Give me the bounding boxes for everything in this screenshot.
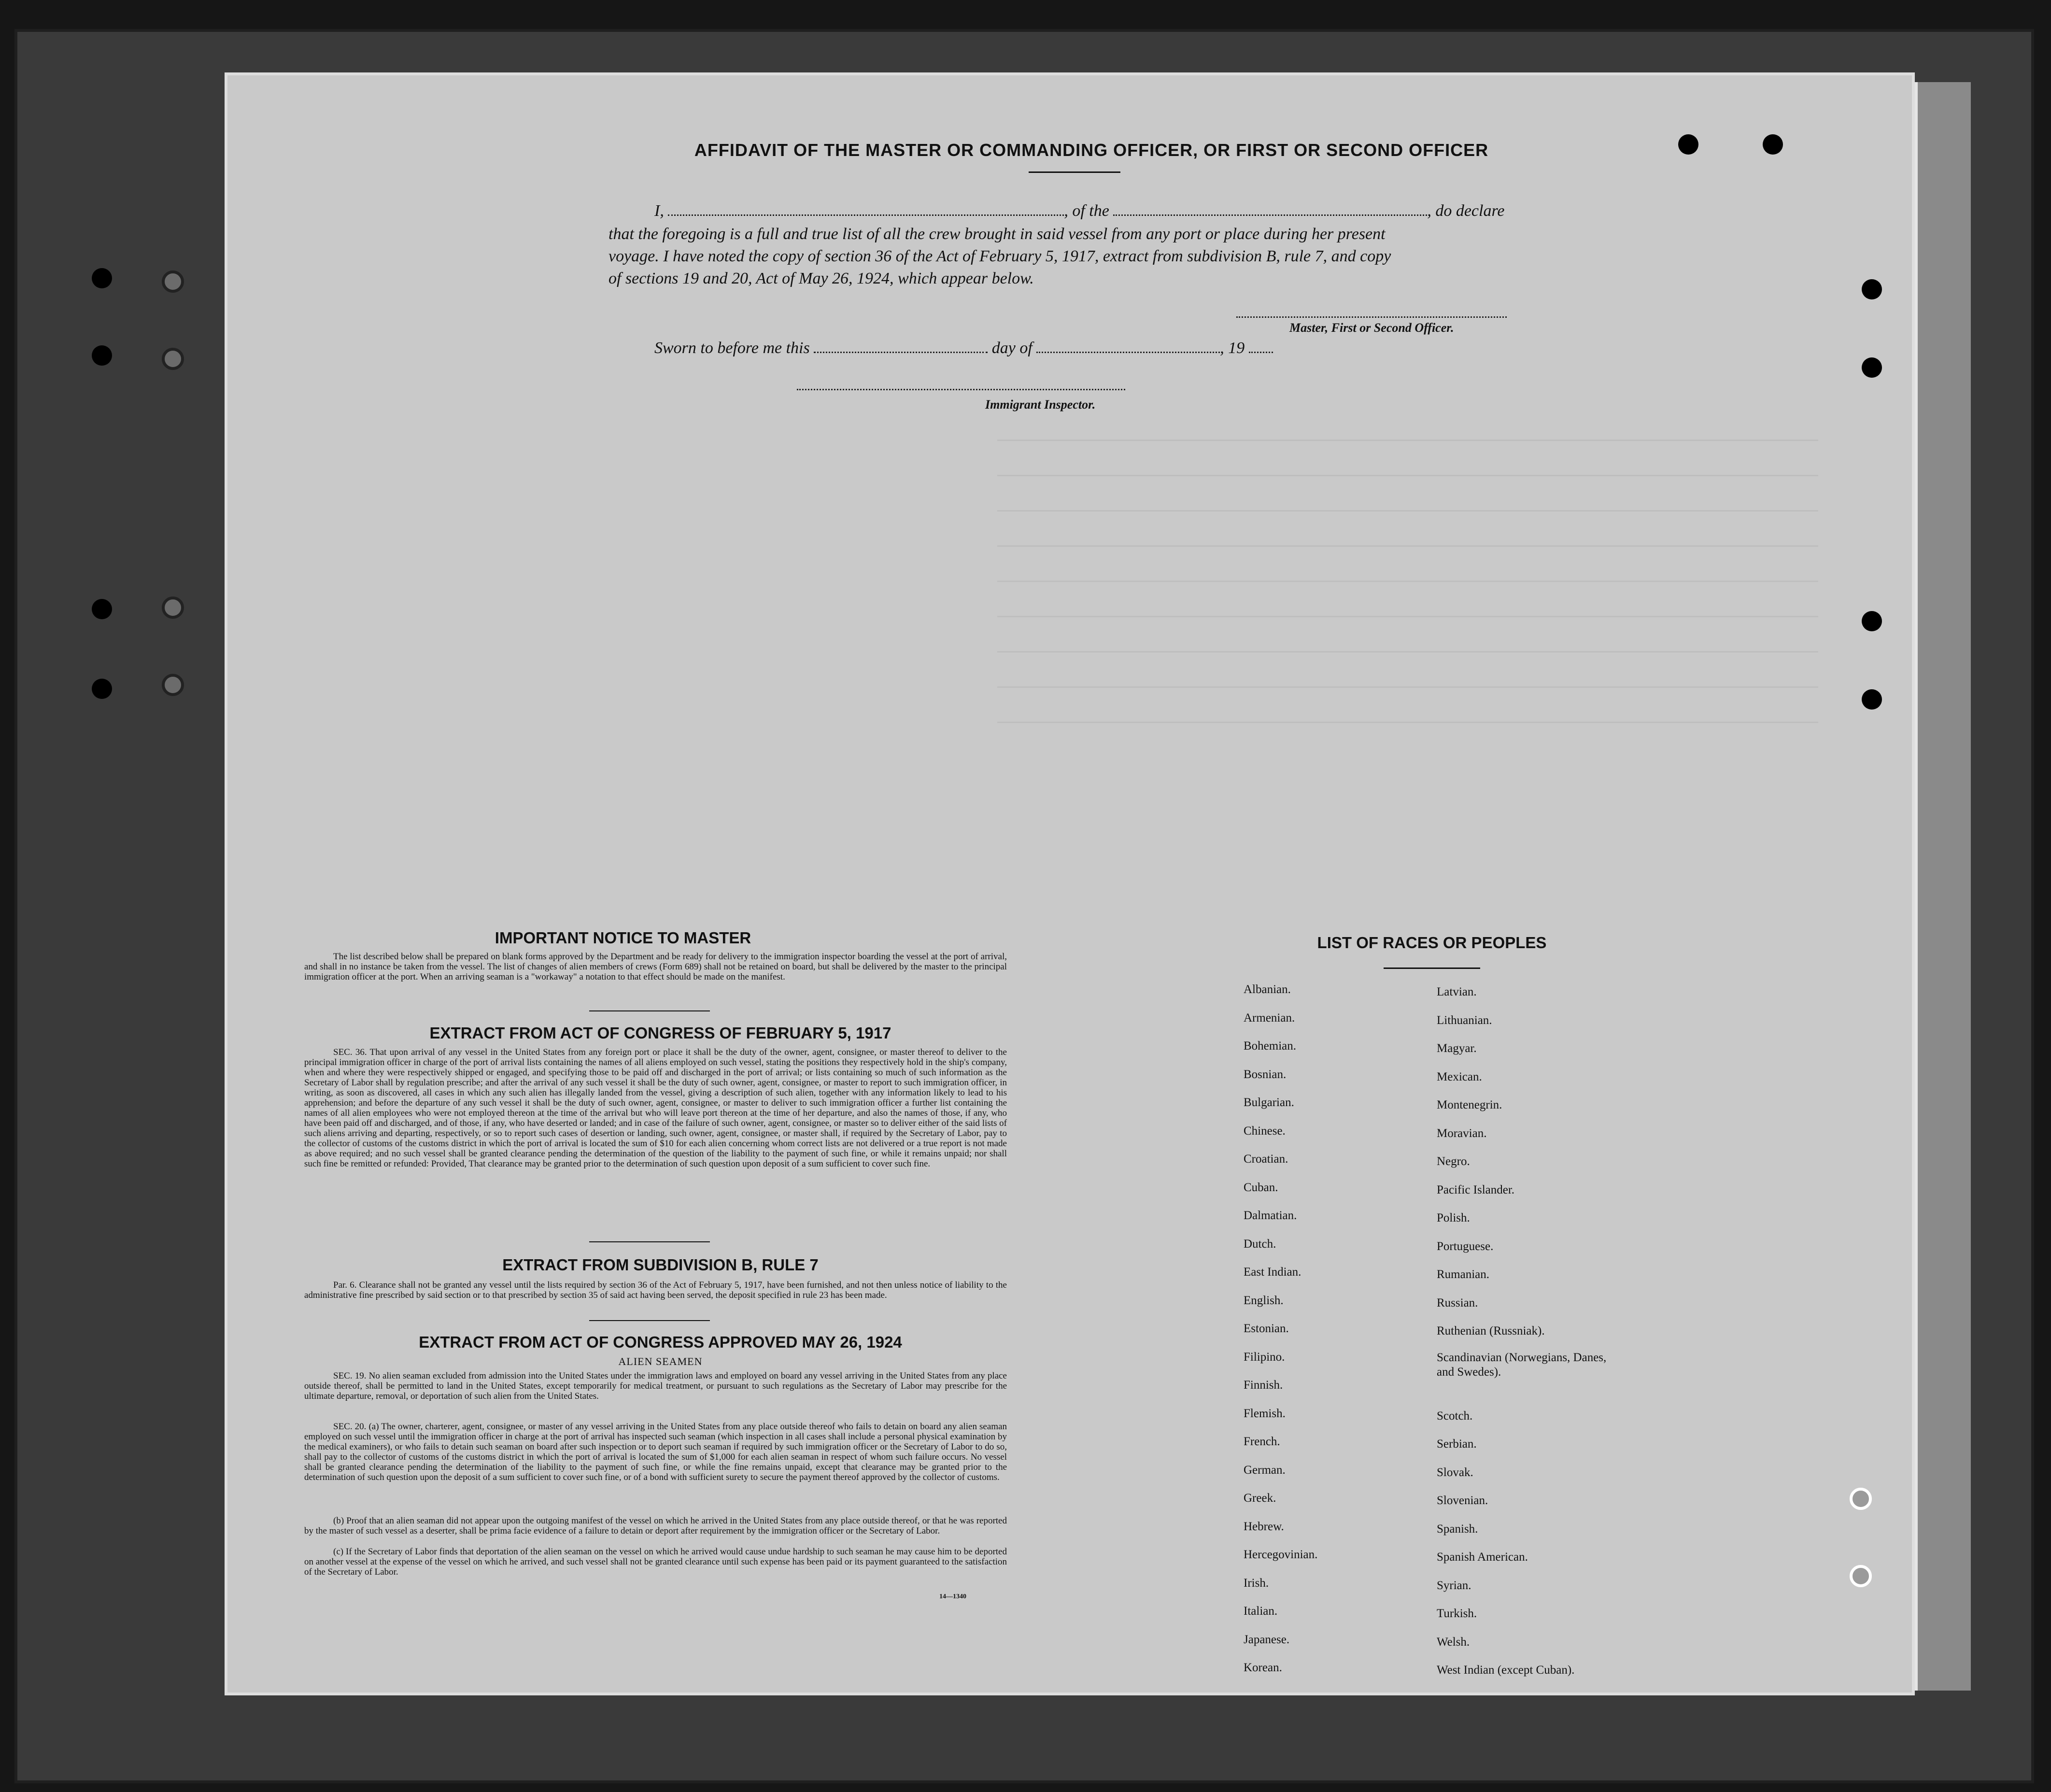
race-item: Turkish.: [1437, 1607, 1477, 1620]
race-item: Italian.: [1244, 1605, 1278, 1618]
race-item: Chinese.: [1244, 1124, 1286, 1138]
section-19-text: SEC. 19. No alien seaman excluded from admission into the United States under the immigration laws and employed on board any vessel arriving in the United States from any place outside thereof, shall be permitted to land in the United States, except temporarily for medical treatment, or pursuant to such regulations as the Secretary of Labor may prescribe for the ultimate departure, removal, or deportation of such alien from the United States.: [304, 1371, 1007, 1401]
race-item: Moravian.: [1437, 1126, 1487, 1140]
inspector-signature-line[interactable]: [797, 389, 1125, 390]
race-item: Croatian.: [1244, 1152, 1288, 1166]
race-item: Russian.: [1437, 1296, 1478, 1309]
race-item: Mexican.: [1437, 1070, 1482, 1083]
race-item: Rumanian.: [1437, 1268, 1490, 1281]
punch-hole-icon: [92, 679, 112, 699]
binder-ring-icon: [162, 674, 184, 696]
binder-ring-icon: [1850, 1488, 1872, 1510]
race-item: Japanese.: [1244, 1633, 1290, 1646]
notice-text: The list described below shall be prepared on blank forms approved by the Department and be ready for delivery to the immigration inspector boarding the vessel at the port of arrival, and shall in no instance be taken from the vessel. The list of changes of alien members of crews (Form 689) shall not be retained on board, but shall be delivered by the master to the principal immigration officer at the port. When an arriving seaman is a "workaway" a notation to that effect should be made on the manifest.: [304, 952, 1007, 982]
race-item: East Indian.: [1244, 1266, 1301, 1279]
section-20c-text: (c) If the Secretary of Labor finds that deportation of the alien seaman on the vessel on which he arrived would cause undue hardship to such seaman he may cause him to be deported on another vessel at the expense of the vessel on which he arrived, and such vessel shall not be granted clearance until such expense has been paid or its payment guaranteed to the satisfaction of the Secretary of Labor.: [304, 1547, 1007, 1577]
race-item: Lithuanian.: [1437, 1013, 1492, 1027]
section-20a-text: SEC. 20. (a) The owner, charterer, agent, consignee, or master of any vessel arriving in the United States from any place outside thereof who fails to detain on board any alien seaman employed on such vessel until the immigration officer in charge at the port of arrival has inspected such seaman (which inspection in all cases shall include a personal physical examination by the medical examiners), or who fails to detain such seaman on board after such inspection or to deport such seaman if required by such immigration officer or the Secretary of Labor to do so, shall pay to the collector of customs of the customs district in which the port of arrival is located the sum of $1,000 for each alien seaman in respect of whom such failure occurs. No vessel shall be granted clearance pending the determination of the liability to the payment of such fine, or while the fine remains unpaid, except that clearance may be granted prior to the determination of such question upon the deposit of a sum sufficient to cover such fine, or of a bond with sufficient surety to secure the payment thereof approved by the collector of customs.: [304, 1422, 1007, 1482]
binder-ring-icon: [1850, 1565, 1872, 1587]
race-item: French.: [1244, 1435, 1280, 1448]
race-item: Slovak.: [1437, 1465, 1473, 1479]
race-item: Syrian.: [1437, 1579, 1471, 1592]
race-item: Spanish.: [1437, 1522, 1478, 1536]
punch-hole-icon: [92, 599, 112, 619]
races-left-column: [1244, 976, 1413, 1682]
year-label: , 19: [1220, 339, 1245, 357]
notice-title: IMPORTANT NOTICE TO MASTER: [495, 929, 751, 947]
day-of-label: day of: [991, 339, 1033, 357]
binder-ring-icon: [162, 597, 184, 619]
punch-hole-icon: [1862, 611, 1882, 631]
punch-hole-icon: [1862, 357, 1882, 378]
race-item: Montenegrin.: [1437, 1098, 1502, 1111]
affidavit-title: AFFIDAVIT OF THE MASTER OR COMMANDING OFFICER, OR FIRST OR SECOND OFFICER: [694, 140, 1489, 160]
race-item: Greek.: [1244, 1492, 1276, 1505]
race-item: Filipino.: [1244, 1350, 1285, 1364]
race-item: Ruthenian (Russniak).: [1437, 1324, 1545, 1337]
affidavit-i-label: I,: [654, 202, 664, 220]
bleed-through-area: [997, 440, 1818, 1067]
race-item: Bosnian.: [1244, 1067, 1287, 1081]
race-item: Bulgarian.: [1244, 1096, 1294, 1109]
race-item: Hebrew.: [1244, 1520, 1284, 1533]
race-item: West Indian (except Cuban).: [1437, 1664, 1575, 1677]
do-declare-label: , do declare: [1427, 202, 1505, 220]
race-item: Spanish American.: [1437, 1550, 1528, 1564]
sworn-label: Sworn to before me this: [654, 339, 810, 357]
race-item: Scotch.: [1437, 1409, 1473, 1422]
race-item: Bohemian.: [1244, 1039, 1297, 1052]
punch-hole-icon: [92, 345, 112, 366]
races-title-rule: [1384, 967, 1480, 969]
punch-hole-icon: [1678, 134, 1698, 155]
race-item: Welsh.: [1437, 1635, 1470, 1649]
race-item: Irish.: [1244, 1576, 1269, 1590]
section-rule: [589, 1320, 710, 1321]
affidavit-line-3: voyage. I have noted the copy of section 36 of the Act of February 5, 1917, extract from subdivision B, rule 7, and copy: [608, 247, 1391, 265]
race-item: Portuguese.: [1437, 1239, 1494, 1253]
race-item: Flemish.: [1244, 1407, 1286, 1420]
page-edge: [1915, 82, 1971, 1691]
master-signature-label: Master, First or Second Officer.: [1289, 321, 1454, 335]
race-item: German.: [1244, 1463, 1286, 1477]
title-rule: [1029, 171, 1120, 173]
extract-1924-title: EXTRACT FROM ACT OF CONGRESS APPROVED MAY 26, 1924: [419, 1333, 902, 1351]
binder-ring-icon: [162, 348, 184, 370]
race-item: English.: [1244, 1294, 1284, 1307]
race-item: Slovenian.: [1437, 1494, 1488, 1507]
affidavit-line-1: [654, 200, 1543, 222]
section-20b-text: (b) Proof that an alien seaman did not appear upon the outgoing manifest of the vessel on which he arrived in the United States from any place outside thereof, or that he was reported by the master of such vessel as a deserter, shall be prima facie evidence of a failure to detain or deport after requirement by the immigration officer or the Secretary of Labor.: [304, 1516, 1007, 1536]
subdivision-title: EXTRACT FROM SUBDIVISION B, RULE 7: [502, 1256, 819, 1274]
sworn-year-field[interactable]: [1249, 349, 1273, 353]
race-item: Armenian.: [1244, 1011, 1295, 1024]
races-right-column: [1437, 978, 1659, 1685]
sworn-month-field[interactable]: [1036, 349, 1220, 353]
punch-hole-icon: [1862, 689, 1882, 710]
extract-1917-text: SEC. 36. That upon arrival of any vessel in the United States from any foreign port or place it shall be the duty of the owner, agent, consignee, or master thereof to deliver to the principal immigration officer in charge of the port of arrival lists containing the names of all aliens employed on such vessel, stating the positions they respectively hold in the ship's company, when and where they were respectively shipped or engaged, and specifying those to be paid off and discharged in the port of arrival; or lists containing so much of such information as the Secretary of Labor shall by regulation prescribe; and after the arrival of any such vessel it shall be the duty of such owner, agent, consignee, or master to report to such immigration officer, in writing, as soon as discovered, all cases in which any such alien has illegally landed from the vessel, giving a description of such alien, together with any information likely to lead to his apprehension; and before the departure of any such vessel it shall be the duty of such owner, agent, consignee, or master to deliver to such immigration officer a further list containing the names of all alien employees who were not employed thereon at the time of the arrival but who will leave port thereon at the time of her departure, and also the names of those, if any, who have been paid off and discharged, and of those, if any, who have deserted or landed; and in case of the failure of such owner, agent, consignee, or master so to deliver either of the said lists of such aliens arriving and departing, respectively, or so to report such cases of desertion or landing, such owner, agent, consignee, or master shall, if required by the Secretary of Labor, pay to the collector of customs of the customs district in which the port of arrival is located the sum of $10 for each alien concerning whom correct lists are not delivered or a true report is not made as above required; and no such vessel shall be granted clearance pending the determination of the question of the liability to the payment of such fine, or while it remains unpaid; nor shall such fine be remitted or refunded: Provided, That clearance may be granted prior to the determination of such question upon deposit of a sum sufficient to cover such fine.: [304, 1047, 1007, 1169]
binder-ring-icon: [162, 270, 184, 293]
race-item: Hercegovinian.: [1244, 1548, 1318, 1561]
race-item: Serbian.: [1437, 1437, 1477, 1451]
race-item: Polish.: [1437, 1211, 1470, 1224]
race-item: Dutch.: [1244, 1237, 1276, 1251]
race-item: Magyar.: [1437, 1042, 1477, 1055]
extract-1917-title: EXTRACT FROM ACT OF CONGRESS OF FEBRUARY 5, 1917: [429, 1024, 891, 1042]
race-item: Scandinavian (Norwegians, Danes, and Swedes).: [1437, 1351, 1607, 1379]
affidavit-line-2: that the foregoing is a full and true list of all the crew brought in said vessel from any port or place during her present: [608, 225, 1386, 243]
race-item: Finnish.: [1244, 1379, 1283, 1392]
alien-seamen-subtitle: ALIEN SEAMEN: [618, 1355, 703, 1367]
punch-hole-icon: [1763, 134, 1783, 155]
race-item: Albanian.: [1244, 983, 1291, 996]
sworn-line: [654, 337, 1273, 359]
races-title: LIST OF RACES OR PEOPLES: [1317, 934, 1547, 952]
section-rule: [589, 1241, 710, 1242]
affidavit-line-4: of sections 19 and 20, Act of May 26, 1924, which appear below.: [608, 270, 1034, 287]
race-item: Pacific Islander.: [1437, 1183, 1515, 1196]
race-item: Korean.: [1244, 1661, 1282, 1674]
inspector-signature-label: Immigrant Inspector.: [985, 398, 1096, 412]
race-item: Negro.: [1437, 1155, 1470, 1168]
subdivision-text: Par. 6. Clearance shall not be granted any vessel until the lists required by section 36 of the Act of February 5, 1917, have been furnished, and not then unless notice of liability to the administrative fine prescribed by said section or to that prescribed by section 35 of said act having been served, the deposit specified in rule 23 has been made.: [304, 1280, 1007, 1300]
punch-hole-icon: [92, 268, 112, 288]
vessel-field[interactable]: [1113, 212, 1427, 216]
sworn-day-field[interactable]: [814, 349, 988, 353]
race-item: Latvian.: [1437, 985, 1477, 998]
race-item: Cuban.: [1244, 1180, 1278, 1194]
race-item: Dalmatian.: [1244, 1209, 1297, 1222]
race-item: Estonian.: [1244, 1322, 1289, 1335]
of-the-label: , of the: [1064, 202, 1109, 220]
form-number: 14—1340: [939, 1593, 966, 1600]
name-field[interactable]: [668, 212, 1064, 216]
section-rule: [589, 1010, 710, 1011]
punch-hole-icon: [1862, 279, 1882, 299]
